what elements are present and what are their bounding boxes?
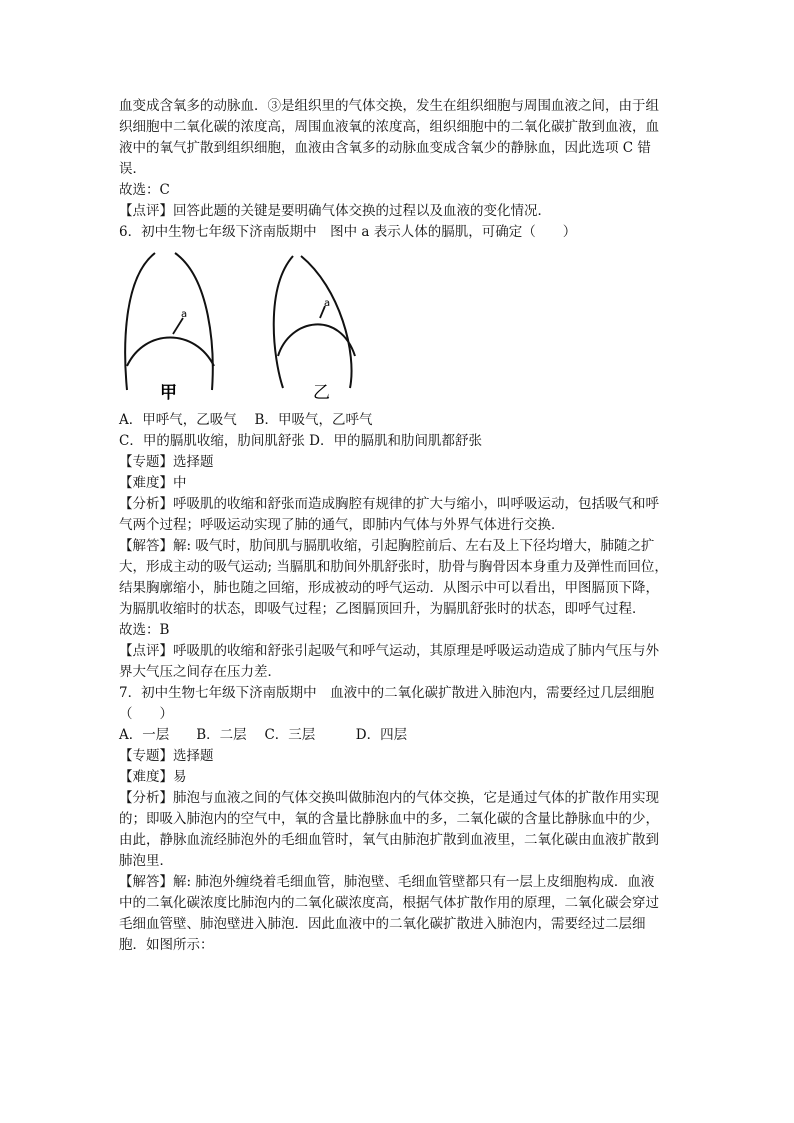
diaphragm-diagram bbox=[115, 248, 375, 406]
q6-solution: 结果胸廓缩小，肺也随之回缩，形成被动的呼气运动．从图示中可以看出，甲图膈顶下降， bbox=[119, 580, 659, 596]
figure-label-jia: 甲 bbox=[160, 383, 177, 403]
q7-option-line: A．一层 B．二层 C．三层 D．四层 bbox=[119, 727, 408, 743]
figure-label-yi: 乙 bbox=[313, 383, 330, 403]
q7-solution: 【解答】解: 肺泡外缠绕着毛细血管，肺泡壁、毛细血管壁都只有一层上皮细胞构成．血液 bbox=[119, 874, 655, 890]
q7-topic: 【专题】选择题 bbox=[119, 748, 214, 764]
q7-analysis: 由此，静脉血流经肺泡外的毛细血管时，氧气由肺泡扩散到血液里，二氧化碳由血液扩散到 bbox=[119, 832, 659, 848]
q7-analysis: 【分析】肺泡与血液之间的气体交换叫做肺泡内的气体交换，它是通过气体的扩散作用实现 bbox=[119, 790, 659, 806]
q6-solution: 大，形成主动的吸气运动; 当膈肌和肋间外肌舒张时，肋骨与胸骨因本身重力及弹性而回位， bbox=[119, 559, 668, 575]
question-6-title: 6．初中生物七年级下济南版期中 图中 a 表示人体的膈肌，可确定（ ） bbox=[119, 224, 577, 240]
q7-difficulty: 【难度】易 bbox=[119, 769, 187, 785]
text-line: 误． bbox=[119, 161, 146, 177]
answer-line: 故选：C bbox=[119, 182, 170, 198]
text-line: 织细胞中二氧化碳的浓度高，周围血液氧的浓度高，组织细胞中的二氧化碳扩散到血液，血 bbox=[119, 119, 659, 135]
q6-difficulty: 【难度】中 bbox=[119, 475, 187, 491]
q6-analysis: 【分析】呼吸肌的收缩和舒张而造成胸腔有规律的扩大与缩小，叫呼吸运动，包括吸气和呼 bbox=[119, 496, 659, 512]
label-a-left: a bbox=[181, 309, 188, 320]
question-7-title: （ ） bbox=[119, 706, 173, 722]
question-7-title: 7．初中生物七年级下济南版期中 血液中的二氧化碳扩散进入肺泡内，需要经过几层细胞 bbox=[119, 685, 655, 701]
label-a-right: a bbox=[324, 298, 331, 309]
q6-option-line: A．甲呼气，乙吸气 B．甲吸气，乙呼气 bbox=[119, 412, 373, 428]
q6-topic: 【专题】选择题 bbox=[119, 454, 214, 470]
q7-analysis: 的；即吸入肺泡内的空气中，氧的含量比静脉血中的多，二氧化碳的含量比静脉血中的少， bbox=[119, 811, 659, 827]
q6-comment: 界大气压之间存在压力差． bbox=[119, 664, 281, 680]
q7-solution: 毛细血管壁、肺泡壁进入肺泡．因此血液中的二氧化碳扩散进入肺泡内，需要经过二层细 bbox=[119, 916, 646, 932]
q7-solution: 胞．如图所示： bbox=[119, 937, 214, 953]
comment-line: 【点评】回答此题的关键是要明确气体交换的过程以及血液的变化情况． bbox=[119, 203, 551, 219]
text-line: 血变成含氧多的动脉血．③是组织里的气体交换，发生在组织细胞与周围血液之间，由于组 bbox=[119, 98, 659, 114]
q7-solution: 中的二氧化碳浓度比肺泡内的二氧化碳浓度高，根据气体扩散作用的原理，二氧化碳会穿过 bbox=[119, 895, 659, 911]
q6-solution: 【解答】解: 吸气时，肋间肌与膈肌收缩，引起胸腔前后、左右及上下径均增大，肺随之扩 bbox=[119, 538, 655, 554]
q7-analysis: 肺泡里． bbox=[119, 853, 173, 869]
q6-analysis: 气两个过程；呼吸运动实现了肺的通气，即肺内气体与外界气体进行交换． bbox=[119, 517, 565, 533]
q6-answer: 故选：B bbox=[119, 622, 170, 638]
text-line: 液中的氧气扩散到组织细胞，血液由含氧多的动脉血变成含氧少的静脉血，因此选项 C 错 bbox=[119, 140, 651, 156]
q6-solution: 为膈肌收缩时的状态，即吸气过程；乙图膈顶回升，为膈肌舒张时的状态，即呼气过程． bbox=[119, 601, 646, 617]
q6-comment: 【点评】呼吸肌的收缩和舒张引起吸气和呼气运动，其原理是呼吸运动造成了肺内气压与外 bbox=[119, 643, 659, 659]
diaphragm-figure bbox=[115, 248, 375, 406]
q6-option-line: C．甲的膈肌收缩，肋间肌舒张 D．甲的膈肌和肋间肌都舒张 bbox=[119, 433, 482, 449]
